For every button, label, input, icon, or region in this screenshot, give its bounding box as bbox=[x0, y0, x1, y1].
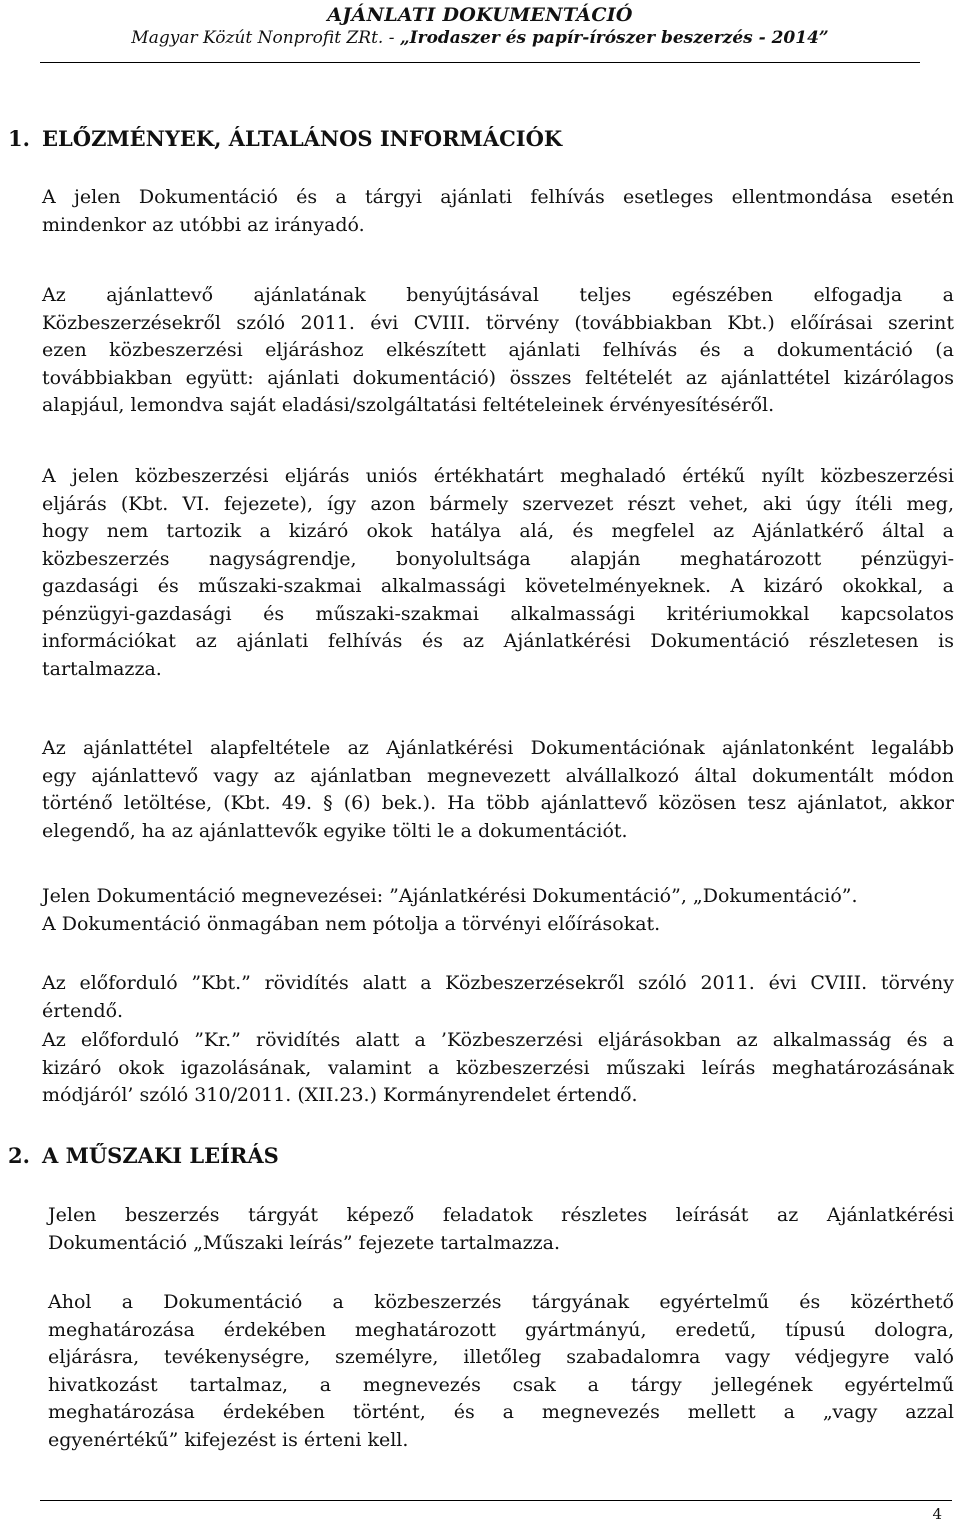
text-line: egyenértékű” kifejezést is érteni kell. bbox=[48, 1428, 409, 1451]
section-1-paragraph-6 bbox=[42, 970, 954, 1025]
section-1-paragraph-3 bbox=[42, 463, 954, 683]
text-line: eljárásra, tevékenységre, személyre, illetőleg szabadalomra vagy védjegyre való bbox=[48, 1346, 954, 1368]
section-2-paragraph-1 bbox=[48, 1202, 954, 1257]
text-line: Az előforduló ”Kr.” rövidítés alatt a ’Közbeszerzési eljárásokban az alkalmasság és a bbox=[42, 1029, 954, 1051]
text-line: hogy nem tartozik a kizáró okok hatálya alá, és megfelel az Ajánlatkérő által a bbox=[42, 520, 954, 542]
text-line: Az előforduló ”Kbt.” rövidítés alatt a Közbeszerzésekről szóló 2011. évi CVIII. törvény bbox=[42, 972, 954, 994]
text-line: eljárás (Kbt. VI. fejezete), így azon bármely szervezet részt vehet, aki úgy ítéli meg, bbox=[42, 492, 954, 515]
text-line: alapjául, lemondva saját eladási/szolgáltatási feltételeinek érvényesítéséről. bbox=[42, 394, 775, 416]
text-line: ezen közbeszerzési eljáráshoz elkészített ajánlati felhívás és a dokumentáció (a bbox=[42, 339, 954, 361]
text-line: módjáról’ szóló 310/2011. (XII.23.) Kormányrendelet értendő. bbox=[42, 1084, 638, 1106]
subtitle-project: „Irodaszer és papír-írószer beszerzés - 2014” bbox=[399, 28, 829, 48]
section-1-paragraph-7 bbox=[42, 1027, 954, 1110]
text-line: gazdasági és műszaki-szakmai alkalmassági követelményeknek. A kizáró okokkal, a bbox=[42, 575, 954, 597]
section-1-heading bbox=[8, 126, 562, 152]
text-line: Az ajánlattétel alapfeltétele az Ajánlatkérési Dokumentációnak ajánlatonként legalább bbox=[42, 737, 954, 759]
text-line: hivatkozást tartalmaz, a megnevezés csak a tárgy jellegének egyértelmű bbox=[48, 1373, 954, 1396]
text-line: A jelen közbeszerzési eljárás uniós értékhatárt meghaladó értékű nyílt közbeszerzési bbox=[42, 465, 954, 487]
document-title: AJÁNLATI DOKUMENTÁCIÓ bbox=[327, 4, 633, 26]
text-line: Dokumentáció „Műszaki leírás” fejezete tartalmazza. bbox=[48, 1231, 561, 1254]
text-line: Jelen beszerzés tárgyát képező feladatok részletes leírását az Ajánlatkérési bbox=[48, 1204, 954, 1226]
text-line: kizáró okok igazolásának, valamint a közbeszerzési műszaki leírás meghatározásának bbox=[42, 1056, 954, 1079]
document-subtitle bbox=[0, 26, 960, 50]
text-line: Közbeszerzésekről szóló 2011. évi CVIII. törvény (továbbiakban Kbt.) előírásai szerint bbox=[42, 311, 954, 334]
text-line: értendő. bbox=[42, 999, 124, 1022]
text-line: történő letöltése, (Kbt. 49. § (6) bek.). Ha több ajánlattevő közösen tesz ajánlatot, akkor bbox=[42, 792, 954, 814]
text-line: elegendő, ha az ajánlattevők egyike tölti le a dokumentációt. bbox=[42, 819, 628, 842]
text-line: Ahol a Dokumentáció a közbeszerzés tárgyának egyértelmű és közérthető bbox=[48, 1291, 954, 1313]
section-2-paragraph-2 bbox=[48, 1289, 954, 1454]
section-2-heading bbox=[8, 1143, 279, 1169]
section-1-number: 1. bbox=[8, 126, 30, 151]
header-divider bbox=[40, 62, 920, 63]
section-1-paragraph-2 bbox=[42, 282, 954, 420]
section-1-paragraph-1 bbox=[42, 184, 954, 239]
text-line: A Dokumentáció önmagában nem pótolja a törvényi előírásokat. bbox=[42, 912, 661, 935]
text-line: A jelen Dokumentáció és a tárgyi ajánlati felhívás esetleges ellentmondása esetén bbox=[42, 186, 954, 208]
section-2-title: A MŰSZAKI LEÍRÁS bbox=[42, 1143, 279, 1168]
document-header bbox=[0, 4, 960, 50]
page-number: 4 bbox=[932, 1505, 942, 1523]
footer-divider bbox=[40, 1500, 952, 1501]
subtitle-prefix: Magyar Közút Nonprofit ZRt. - bbox=[131, 28, 400, 48]
text-line: Az ajánlattevő ajánlatának benyújtásával teljes egészében elfogadja a bbox=[42, 284, 954, 306]
section-2-number: 2. bbox=[8, 1143, 30, 1168]
text-line: Jelen Dokumentáció megnevezései: ”Ajánlatkérési Dokumentáció”, „Dokumentáció”. bbox=[42, 885, 858, 907]
text-line: egy ajánlattevő vagy az ajánlatban megnevezett alvállalkozó által dokumentált módon bbox=[42, 764, 954, 787]
text-line: meghatározása érdekében meghatározott gyártmányú, eredetű, típusú dologra, bbox=[48, 1318, 954, 1341]
section-1-title: ELŐZMÉNYEK, ÁLTALÁNOS INFORMÁCIÓK bbox=[42, 126, 563, 151]
text-line: meghatározása érdekében történt, és a megnevezés mellett a „vagy azzal bbox=[48, 1401, 954, 1423]
text-line: mindenkor az utóbbi az irányadó. bbox=[42, 213, 365, 236]
text-line: tartalmazza. bbox=[42, 657, 162, 680]
section-1-paragraph-5 bbox=[42, 883, 954, 938]
text-line: közbeszerzés nagyságrendje, bonyolultsága alapján meghatározott pénzügyi- bbox=[42, 547, 954, 570]
section-1-paragraph-4 bbox=[42, 735, 954, 845]
text-line: információkat az ajánlati felhívás és az Ajánlatkérési Dokumentáció részletesen is bbox=[42, 630, 954, 652]
text-line: továbbiakban együtt: ajánlati dokumentáció) összes feltételét az ajánlattétel kizárólagos bbox=[42, 366, 954, 389]
text-line: pénzügyi-gazdasági és műszaki-szakmai alkalmassági kritériumokkal kapcsolatos bbox=[42, 602, 954, 625]
